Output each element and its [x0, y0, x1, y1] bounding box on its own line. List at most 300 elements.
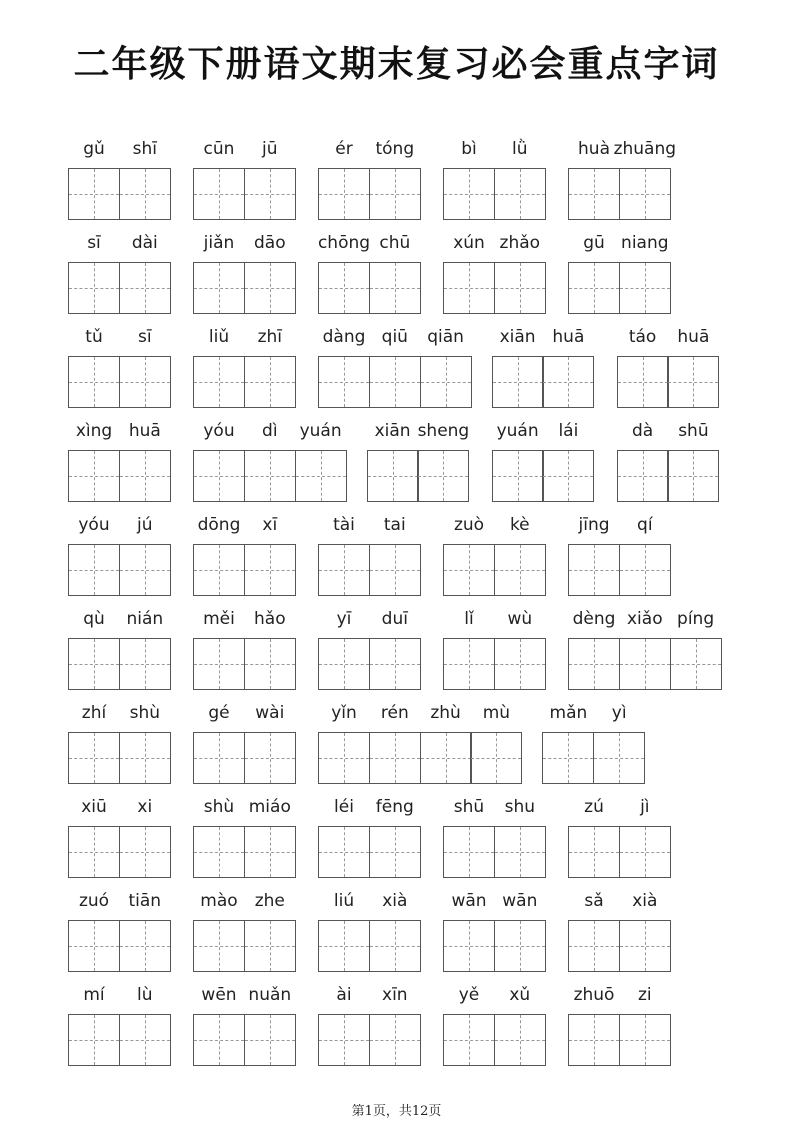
- pinyin-label: [193, 796, 296, 820]
- writing-grid: [443, 1014, 545, 1066]
- tianzige-cell[interactable]: [119, 826, 171, 878]
- pinyin-label: [617, 326, 720, 350]
- tianzige-cell[interactable]: [568, 168, 620, 220]
- pinyin-syllable: dāo: [253, 233, 286, 253]
- tianzige-cell[interactable]: [619, 826, 671, 878]
- writing-grid: [568, 168, 670, 220]
- pinyin-syllable: jū: [262, 139, 278, 159]
- writing-grid: [367, 450, 469, 502]
- pinyin-syllable: mǎn: [549, 703, 588, 723]
- pinyin-label: [68, 514, 171, 538]
- tianzige-cell[interactable]: [443, 920, 495, 972]
- pinyin-syllable: wān: [502, 891, 538, 911]
- tianzige-cell[interactable]: [568, 638, 620, 690]
- tianzige-cell[interactable]: [619, 638, 671, 690]
- tianzige-cell[interactable]: [492, 356, 544, 408]
- tianzige-cell[interactable]: [542, 450, 594, 502]
- writing-grid: [193, 826, 295, 878]
- tianzige-cell[interactable]: [119, 638, 171, 690]
- word-item: [492, 420, 595, 506]
- pinyin-syllable: xià: [632, 891, 658, 911]
- tianzige-cell[interactable]: [443, 826, 495, 878]
- word-item: [443, 138, 546, 224]
- word-item: [193, 984, 296, 1070]
- pinyin-syllable: liú: [333, 891, 355, 911]
- tianzige-cell[interactable]: [193, 920, 245, 972]
- tianzige-cell[interactable]: [244, 826, 296, 878]
- pinyin-syllable: wān: [451, 891, 487, 911]
- pinyin-syllable: mí: [83, 985, 105, 1005]
- tianzige-cell[interactable]: [494, 1014, 546, 1066]
- tianzige-cell[interactable]: [68, 1014, 120, 1066]
- pinyin-syllable: wēn: [201, 985, 237, 1005]
- word-item: [542, 702, 645, 788]
- tianzige-cell[interactable]: [568, 920, 620, 972]
- tianzige-cell[interactable]: [619, 168, 671, 220]
- tianzige-cell[interactable]: [369, 262, 421, 314]
- tianzige-cell[interactable]: [443, 168, 495, 220]
- pinyin-label: [193, 138, 296, 162]
- writing-grid: [568, 920, 670, 972]
- writing-grid: [443, 544, 545, 596]
- word-item: [568, 514, 671, 600]
- pinyin-syllable: qiān: [427, 327, 464, 347]
- writing-grid: [443, 826, 545, 878]
- tianzige-cell[interactable]: [318, 920, 370, 972]
- word-row: [0, 702, 793, 788]
- pinyin-syllable: sī: [138, 327, 152, 347]
- word-item: [193, 514, 296, 600]
- writing-grid: [193, 450, 345, 502]
- pinyin-syllable: yuán: [299, 421, 342, 441]
- word-row: [0, 232, 793, 318]
- tianzige-cell[interactable]: [542, 732, 594, 784]
- word-item: [568, 232, 671, 318]
- writing-grid: [68, 450, 170, 502]
- tianzige-cell[interactable]: [244, 544, 296, 596]
- pinyin-syllable: dà: [631, 421, 654, 441]
- tianzige-cell[interactable]: [443, 544, 495, 596]
- word-item: [68, 796, 171, 882]
- word-item: [193, 796, 296, 882]
- tianzige-cell[interactable]: [193, 544, 245, 596]
- tianzige-cell[interactable]: [193, 638, 245, 690]
- tianzige-cell[interactable]: [193, 732, 245, 784]
- word-item: [367, 420, 470, 506]
- pinyin-label: [318, 514, 421, 538]
- pinyin-label: [318, 890, 421, 914]
- pinyin-syllable: zhí: [81, 703, 107, 723]
- tianzige-cell[interactable]: [244, 732, 296, 784]
- pinyin-syllable: gé: [208, 703, 230, 723]
- writing-grid: [68, 356, 170, 408]
- tianzige-cell[interactable]: [244, 1014, 296, 1066]
- tianzige-cell[interactable]: [369, 544, 421, 596]
- tianzige-cell[interactable]: [68, 450, 120, 502]
- pinyin-syllable: mù: [482, 703, 511, 723]
- tianzige-cell[interactable]: [295, 450, 347, 502]
- tianzige-cell[interactable]: [420, 732, 472, 784]
- tianzige-cell[interactable]: [119, 168, 171, 220]
- tianzige-cell[interactable]: [119, 450, 171, 502]
- pinyin-syllable: zuò: [453, 515, 485, 535]
- pinyin-syllable: jīng: [578, 515, 610, 535]
- pinyin-syllable: nián: [126, 609, 164, 629]
- pinyin-syllable: hǎo: [254, 609, 286, 629]
- pinyin-syllable: gǔ: [83, 139, 105, 159]
- pinyin-syllable: qí: [637, 515, 653, 535]
- word-item: [568, 608, 722, 694]
- pinyin-label: [568, 608, 722, 632]
- pinyin-syllable: ài: [336, 985, 352, 1005]
- tianzige-cell[interactable]: [119, 732, 171, 784]
- tianzige-cell[interactable]: [244, 920, 296, 972]
- pinyin-syllable: niang: [621, 233, 669, 253]
- writing-grid: [68, 732, 170, 784]
- pinyin-syllable: dàng: [322, 327, 366, 347]
- tianzige-cell[interactable]: [68, 638, 120, 690]
- pinyin-syllable: xiān: [499, 327, 536, 347]
- pinyin-label: [68, 138, 171, 162]
- pinyin-label: [193, 420, 347, 444]
- tianzige-cell[interactable]: [619, 920, 671, 972]
- pinyin-syllable: lù: [137, 985, 153, 1005]
- pinyin-syllable: wù: [507, 609, 533, 629]
- tianzige-cell[interactable]: [119, 356, 171, 408]
- tianzige-cell[interactable]: [494, 262, 546, 314]
- tianzige-cell[interactable]: [193, 1014, 245, 1066]
- word-row: [0, 514, 793, 600]
- tianzige-cell[interactable]: [318, 262, 370, 314]
- pinyin-label: [443, 138, 546, 162]
- tianzige-cell[interactable]: [318, 826, 370, 878]
- pinyin-label: [443, 232, 546, 256]
- page-footer: 第1页，共12页: [351, 1104, 442, 1119]
- tianzige-cell[interactable]: [68, 826, 120, 878]
- word-item: [193, 702, 296, 788]
- word-row: [0, 984, 793, 1070]
- tianzige-cell[interactable]: [318, 168, 370, 220]
- tianzige-cell[interactable]: [119, 1014, 171, 1066]
- word-item: [318, 232, 421, 318]
- pinyin-syllable: xìng: [75, 421, 113, 441]
- pinyin-label: [193, 984, 296, 1008]
- tianzige-cell[interactable]: [119, 262, 171, 314]
- word-item: [318, 984, 421, 1070]
- pinyin-syllable: dèng: [572, 609, 616, 629]
- writing-grid: [193, 262, 295, 314]
- pinyin-label: [68, 702, 171, 726]
- pinyin-label: [492, 420, 595, 444]
- word-item: [68, 984, 171, 1070]
- pinyin-label: [193, 326, 296, 350]
- tianzige-cell[interactable]: [568, 826, 620, 878]
- tianzige-cell[interactable]: [492, 450, 544, 502]
- writing-grid: [68, 920, 170, 972]
- tianzige-cell[interactable]: [443, 262, 495, 314]
- tianzige-cell[interactable]: [369, 826, 421, 878]
- pinyin-syllable: rén: [380, 703, 409, 723]
- tianzige-cell[interactable]: [367, 450, 419, 502]
- tianzige-cell[interactable]: [494, 168, 546, 220]
- writing-grid: [617, 450, 719, 502]
- pinyin-syllable: huà: [578, 139, 610, 159]
- tianzige-cell[interactable]: [193, 168, 245, 220]
- tianzige-cell[interactable]: [244, 356, 296, 408]
- writing-grid: [443, 638, 545, 690]
- writing-grid: [443, 168, 545, 220]
- tianzige-cell[interactable]: [494, 544, 546, 596]
- writing-grid: [68, 826, 170, 878]
- tianzige-cell[interactable]: [244, 450, 296, 502]
- tianzige-cell[interactable]: [670, 638, 722, 690]
- pinyin-label: [68, 984, 171, 1008]
- tianzige-cell[interactable]: [318, 732, 370, 784]
- tianzige-cell[interactable]: [68, 732, 120, 784]
- pinyin-syllable: huā: [128, 421, 161, 441]
- pinyin-label: [617, 420, 720, 444]
- pinyin-label: [193, 608, 296, 632]
- writing-grid: [318, 544, 420, 596]
- pinyin-label: [318, 138, 421, 162]
- pinyin-syllable: dōng: [197, 515, 241, 535]
- pinyin-syllable: dài: [131, 233, 158, 253]
- pinyin-label: [193, 514, 296, 538]
- writing-grid: [193, 638, 295, 690]
- tianzige-cell[interactable]: [568, 262, 620, 314]
- pinyin-syllable: shū: [678, 421, 709, 441]
- tianzige-cell[interactable]: [568, 544, 620, 596]
- pinyin-syllable: liǔ: [208, 327, 230, 347]
- pinyin-syllable: shu: [504, 797, 535, 817]
- word-item: [318, 702, 522, 788]
- pinyin-label: [443, 514, 546, 538]
- writing-grid: [568, 262, 670, 314]
- tianzige-cell[interactable]: [244, 262, 296, 314]
- tianzige-cell[interactable]: [443, 638, 495, 690]
- tianzige-cell[interactable]: [193, 262, 245, 314]
- pinyin-label: [542, 702, 645, 726]
- tianzige-cell[interactable]: [369, 356, 421, 408]
- tianzige-cell[interactable]: [617, 356, 669, 408]
- tianzige-cell[interactable]: [318, 638, 370, 690]
- pinyin-syllable: dì: [262, 421, 278, 441]
- pinyin-label: [443, 984, 546, 1008]
- writing-grid: [193, 544, 295, 596]
- word-item: [568, 796, 671, 882]
- word-item: [68, 326, 171, 412]
- word-item: [443, 796, 546, 882]
- pinyin-syllable: jú: [137, 515, 153, 535]
- writing-grid: [193, 1014, 295, 1066]
- pinyin-syllable: lǐ: [464, 609, 474, 629]
- writing-grid: [542, 732, 644, 784]
- tianzige-cell[interactable]: [617, 450, 669, 502]
- tianzige-cell[interactable]: [568, 1014, 620, 1066]
- writing-grid: [443, 920, 545, 972]
- writing-grid: [318, 920, 420, 972]
- word-item: [68, 608, 171, 694]
- word-item: [568, 984, 671, 1070]
- pinyin-label: [68, 420, 171, 444]
- pinyin-syllable: yě: [458, 985, 480, 1005]
- tianzige-cell[interactable]: [193, 826, 245, 878]
- pinyin-label: [492, 326, 595, 350]
- tianzige-cell[interactable]: [369, 638, 421, 690]
- tianzige-cell[interactable]: [417, 450, 469, 502]
- tianzige-cell[interactable]: [193, 450, 245, 502]
- word-item: [68, 232, 171, 318]
- word-item: [318, 796, 421, 882]
- pinyin-label: [68, 232, 171, 256]
- pinyin-label: [318, 702, 522, 726]
- pinyin-syllable: xiǎo: [626, 609, 663, 629]
- pinyin-syllable: zhe: [254, 891, 285, 911]
- writing-grid: [568, 1014, 670, 1066]
- tianzige-cell[interactable]: [667, 450, 719, 502]
- tianzige-cell[interactable]: [420, 356, 472, 408]
- pinyin-syllable: xún: [453, 233, 485, 253]
- pinyin-label: [318, 984, 421, 1008]
- page-title: 二年级下册语文期末复习必会重点字词: [73, 43, 720, 85]
- pinyin-syllable: zhù: [430, 703, 461, 723]
- tianzige-cell[interactable]: [369, 168, 421, 220]
- word-item: [68, 514, 171, 600]
- pinyin-syllable: yī: [336, 609, 352, 629]
- pinyin-syllable: táo: [628, 327, 657, 347]
- pinyin-syllable: miáo: [248, 797, 291, 817]
- pinyin-label: [443, 796, 546, 820]
- word-item: [193, 608, 296, 694]
- tianzige-cell[interactable]: [68, 168, 120, 220]
- tianzige-cell[interactable]: [244, 638, 296, 690]
- tianzige-cell[interactable]: [619, 544, 671, 596]
- word-item: [193, 138, 296, 224]
- pinyin-syllable: huā: [552, 327, 585, 347]
- writing-grid: [318, 1014, 420, 1066]
- tianzige-cell[interactable]: [119, 544, 171, 596]
- tianzige-cell[interactable]: [68, 544, 120, 596]
- pinyin-syllable: xià: [382, 891, 408, 911]
- writing-grid: [318, 262, 420, 314]
- tianzige-cell[interactable]: [667, 356, 719, 408]
- pinyin-label: [568, 890, 671, 914]
- pinyin-syllable: xī: [262, 515, 278, 535]
- pinyin-syllable: tai: [383, 515, 406, 535]
- pinyin-syllable: ér: [335, 139, 353, 159]
- word-item: [68, 138, 171, 224]
- tianzige-cell[interactable]: [542, 356, 594, 408]
- writing-grid: [68, 1014, 170, 1066]
- writing-grid: [193, 920, 295, 972]
- tianzige-cell[interactable]: [369, 1014, 421, 1066]
- pinyin-syllable: zuó: [78, 891, 110, 911]
- pinyin-syllable: nuǎn: [248, 985, 292, 1005]
- tianzige-cell[interactable]: [619, 1014, 671, 1066]
- pinyin-syllable: sī: [87, 233, 101, 253]
- tianzige-cell[interactable]: [369, 920, 421, 972]
- tianzige-cell[interactable]: [494, 920, 546, 972]
- pinyin-label: [568, 138, 677, 162]
- word-item: [318, 608, 421, 694]
- word-item: [193, 420, 347, 506]
- word-item: [68, 702, 171, 788]
- tianzige-cell[interactable]: [193, 356, 245, 408]
- pinyin-syllable: yuán: [496, 421, 539, 441]
- pinyin-syllable: qiū: [381, 327, 408, 347]
- tianzige-cell[interactable]: [68, 920, 120, 972]
- word-item: [193, 326, 296, 412]
- word-row: [0, 796, 793, 882]
- tianzige-cell[interactable]: [369, 732, 421, 784]
- pinyin-label: [193, 232, 296, 256]
- word-item: [443, 890, 546, 976]
- tianzige-cell[interactable]: [593, 732, 645, 784]
- pinyin-syllable: kè: [509, 515, 530, 535]
- pinyin-syllable: cūn: [203, 139, 235, 159]
- tianzige-cell[interactable]: [318, 1014, 370, 1066]
- word-item: [443, 514, 546, 600]
- tianzige-cell[interactable]: [619, 262, 671, 314]
- pinyin-label: [318, 608, 421, 632]
- pinyin-syllable: zhuāng: [613, 139, 677, 159]
- pinyin-syllable: léi: [334, 797, 354, 817]
- pinyin-label: [568, 514, 671, 538]
- word-item: [68, 890, 171, 976]
- pinyin-label: [318, 796, 421, 820]
- tianzige-cell[interactable]: [68, 262, 120, 314]
- tianzige-cell[interactable]: [494, 638, 546, 690]
- pinyin-label: [568, 232, 671, 256]
- writing-grid: [443, 262, 545, 314]
- word-item: [492, 326, 595, 412]
- pinyin-syllable: xi: [137, 797, 153, 817]
- pinyin-syllable: xiān: [374, 421, 411, 441]
- word-item: [193, 232, 296, 318]
- pinyin-syllable: yǐn: [331, 703, 357, 723]
- pinyin-label: [568, 796, 671, 820]
- pinyin-syllable: zi: [637, 985, 652, 1005]
- pinyin-syllable: zú: [584, 797, 604, 817]
- tianzige-cell[interactable]: [68, 356, 120, 408]
- tianzige-cell[interactable]: [318, 356, 370, 408]
- word-row: [0, 420, 793, 506]
- pinyin-label: [68, 796, 171, 820]
- pinyin-syllable: chū: [379, 233, 411, 253]
- word-item: [68, 420, 171, 506]
- pinyin-syllable: píng: [677, 609, 715, 629]
- word-row: [0, 890, 793, 976]
- writing-grid: [568, 826, 670, 878]
- word-item: [193, 890, 296, 976]
- tianzige-cell[interactable]: [494, 826, 546, 878]
- writing-grid: [318, 732, 521, 784]
- tianzige-cell[interactable]: [318, 544, 370, 596]
- pinyin-syllable: chōng: [317, 233, 371, 253]
- pinyin-syllable: zhuō: [573, 985, 615, 1005]
- pinyin-syllable: yóu: [78, 515, 110, 535]
- tianzige-cell[interactable]: [443, 1014, 495, 1066]
- pinyin-label: [367, 420, 470, 444]
- writing-grid: [193, 356, 295, 408]
- tianzige-cell[interactable]: [244, 168, 296, 220]
- pinyin-label: [68, 890, 171, 914]
- tianzige-cell[interactable]: [119, 920, 171, 972]
- pinyin-label: [68, 326, 171, 350]
- pinyin-syllable: huā: [677, 327, 710, 347]
- pinyin-syllable: shù: [129, 703, 160, 723]
- tianzige-cell[interactable]: [470, 732, 522, 784]
